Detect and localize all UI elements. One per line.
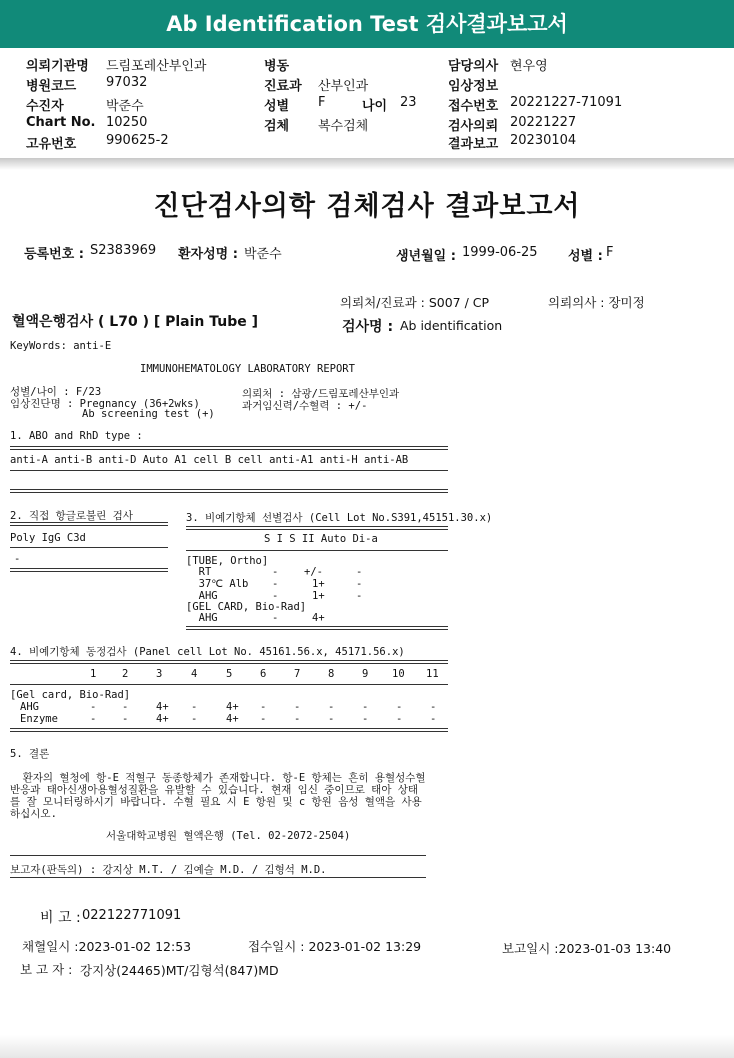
page-bottom [0,1035,734,1058]
header-label: 병원코드 [26,79,77,94]
reporter-label: 보 고 자 : [20,962,73,977]
header-label: 검체 [264,119,290,134]
dob-value: 1999-06-25 [462,245,538,260]
screen-cell: - [272,578,279,590]
header-label: 임상정보 [448,79,499,94]
rule [10,489,448,493]
panel-cell: - [430,701,437,713]
screen-cell: 1+ [312,590,325,602]
panel-col: 9 [362,668,369,680]
test-name-label: 검사명 : [342,319,394,335]
screen-cell: - [356,566,363,578]
panel-cell: - [362,713,369,725]
panel-method: [Gel card, Bio-Rad] [10,689,131,701]
report-title: 진단검사의학 검체검사 결과보고서 [153,191,581,222]
sex-age: 성별/나이 : F/23 [10,386,102,398]
screen-cell: - [272,590,279,602]
header-label: 병동 [264,59,290,74]
name-label: 환자성명 : [178,247,238,262]
rule [10,728,448,732]
header-label: 고유번호 [26,137,77,152]
panel-row-label: Enzyme [20,713,58,725]
header-value: 드림포레산부인과 [106,59,207,74]
rule [10,446,448,450]
rule [10,547,168,548]
note-value: 022122771091 [82,908,182,923]
header-value: 20221227 [510,115,577,130]
keywords: KeyWords: anti-E [10,340,112,352]
screen-row-label: 37℃ Alb [186,578,249,590]
conclusion-line: 를 잘 모니터링하시기 바랍니다. 수혈 필요 시 E 항원 및 c 항원 음성 혈액을 사용 [10,796,422,808]
rule [186,550,448,551]
panel-cell: 4+ [226,713,239,725]
screen-row-label: AHG [186,590,218,602]
name-value: 박준수 [244,247,282,262]
screen-cell: 4+ [312,612,325,624]
rule [186,626,448,630]
dat-value: - [14,553,21,565]
lab-title: IMMUNOHEMATOLOGY LABORATORY REPORT [140,363,355,375]
section-1-title: 1. ABO and RhD type : [10,430,143,442]
panel-col: 2 [122,668,129,680]
panel-row-label: AHG [20,701,39,713]
panel-cell: - [396,701,403,713]
screen-cell: - [272,566,279,578]
diagnosis: 임상진단명 : Pregnancy (36+2wks) [10,398,200,410]
screen-row-label: [GEL CARD, Bio-Rad] [186,601,307,613]
rule [10,855,426,856]
conclusion-line: 하십시오. [10,808,57,820]
reg-value: S2383969 [90,243,157,258]
panel-cell: - [90,713,97,725]
header-value: 20230104 [510,133,577,148]
panel-cell: - [191,701,198,713]
panel-col: 8 [328,668,335,680]
panel-cell: - [122,713,129,725]
report-time: 보고일시 :2023-01-03 13:40 [502,941,672,956]
header-value: 20221227-71091 [510,95,623,110]
test-group: 혈액은행검사 ( L70 ) [ Plain Tube ] [12,314,259,330]
section-4-title: 4. 비예기항체 동정검사 (Panel cell Lot No. 45161.56.x, 45171.56.x) [10,646,405,658]
rule [10,660,448,664]
header-value: 박준수 [106,99,144,114]
screen-cell: - [356,578,363,590]
header-value: 복수검체 [318,119,369,134]
header-label: 진료과 [264,79,302,94]
rule [186,526,448,530]
conclusion-line: 반응과 태아신생아용혈성질환을 유발할 수 있습니다. 현재 임신 중이므로 태아 상태 [10,784,419,796]
receive-time: 접수일시 : 2023-01-02 13:29 [248,939,422,954]
collect-time: 채혈일시 :2023-01-02 12:53 [22,939,192,954]
panel-col: 5 [226,668,233,680]
screen-row-label: AHG [186,612,218,624]
hospital-info: 서울대학교병원 혈액은행 (Tel. 02-2072-2504) [106,830,351,842]
panel-cell: 4+ [226,701,239,713]
screen-cell: - [356,590,363,602]
panel-col: 6 [260,668,267,680]
conclusion-line: 환자의 혈청에 항-E 적혈구 동종항체가 존재합니다. 항-E 항체는 흔히 용혈성수혈 [10,772,426,784]
header-label: 접수번호 [448,99,499,114]
panel-cell: - [328,701,335,713]
reg-label: 등록번호 : [24,247,84,262]
referrer: 의뢰처 : 삼광/드림포레산부인과 [242,388,400,400]
test-name-value: Ab identification [400,318,503,333]
header-value: 23 [400,95,417,110]
dob-label: 생년월일 : [396,249,456,264]
section-5-title: 5. 결론 [10,748,50,760]
screen-row-label: [TUBE, Ortho] [186,555,269,567]
screen-cell: 1+ [312,578,325,590]
abo-columns: anti-A anti-B anti-D Auto A1 cell B cell anti-A1 anti-H anti-AB [10,454,409,466]
panel-cell: - [122,701,129,713]
report-banner: Ab Identification Test 검사결과보고서 [0,0,734,48]
header-label: 성별 [264,99,290,114]
header-value: 산부인과 [318,79,369,94]
panel-col: 3 [156,668,163,680]
panel-cell: - [294,713,301,725]
header-label: 검사의뢰 [448,119,499,134]
panel-cell: - [191,713,198,725]
panel-cell: - [396,713,403,725]
header-value: F [318,95,326,110]
header-value: 990625-2 [106,133,169,148]
header-label: Chart No. [26,115,96,130]
panel-cell: 4+ [156,713,169,725]
panel-cell: 4+ [156,701,169,713]
rule [10,522,168,526]
panel-col: 1 [90,668,97,680]
header-label: 의뢰기관명 [26,59,89,74]
header-label: 담당의사 [448,59,499,74]
rule [10,877,426,878]
panel-cell: - [362,701,369,713]
header-value: 10250 [106,115,148,130]
dept-info: 의뢰처/진료과 : S007 / CP [340,295,490,310]
section-divider [0,158,734,170]
panel-col: 10 [392,668,405,680]
panel-cell: - [90,701,97,713]
panel-cell: - [260,713,267,725]
rule [10,684,448,685]
diagnosis-2: Ab screening test (+) [82,408,215,420]
panel-cell: - [294,701,301,713]
doctor-info: 의뢰의사 : 장미정 [548,295,645,310]
panel-col: 7 [294,668,301,680]
screen-cell: - [272,612,279,624]
dat-columns: Poly IgG C3d [10,532,86,544]
panel-cell: - [430,713,437,725]
panel-cell: - [260,701,267,713]
panel-cell: - [328,713,335,725]
header-value: 현우영 [510,59,548,74]
rule [10,568,168,572]
header-label: 나이 [362,99,388,114]
header-label: 결과보고 [448,137,499,152]
reporter-line: 보고자(판독의) : 강지상 M.T. / 김예슬 M.D. / 김형석 M.D. [10,864,327,876]
panel-col: 4 [191,668,198,680]
screen-cell: +/- [304,566,323,578]
sex-label: 성별 : [568,249,603,264]
history: 과거임신력/수혈력 : +/- [242,400,368,412]
screen-columns: S I S II Auto Di-a [264,533,378,545]
screen-row-label: RT [186,566,212,578]
sex-value: F [606,245,614,260]
section-2-title: 2. 직접 항글로불린 검사 [10,510,133,522]
header-value: 97032 [106,75,148,90]
rule [10,470,448,471]
reporter-value: 강지상(24465)MT/김형석(847)MD [80,963,279,978]
section-3-title: 3. 비예기항체 선별검사 (Cell Lot No.S391,45151.30.x) [186,512,493,524]
panel-col: 11 [426,668,439,680]
header-label: 수진자 [26,99,64,114]
note-label: 비 고 : [40,910,81,926]
